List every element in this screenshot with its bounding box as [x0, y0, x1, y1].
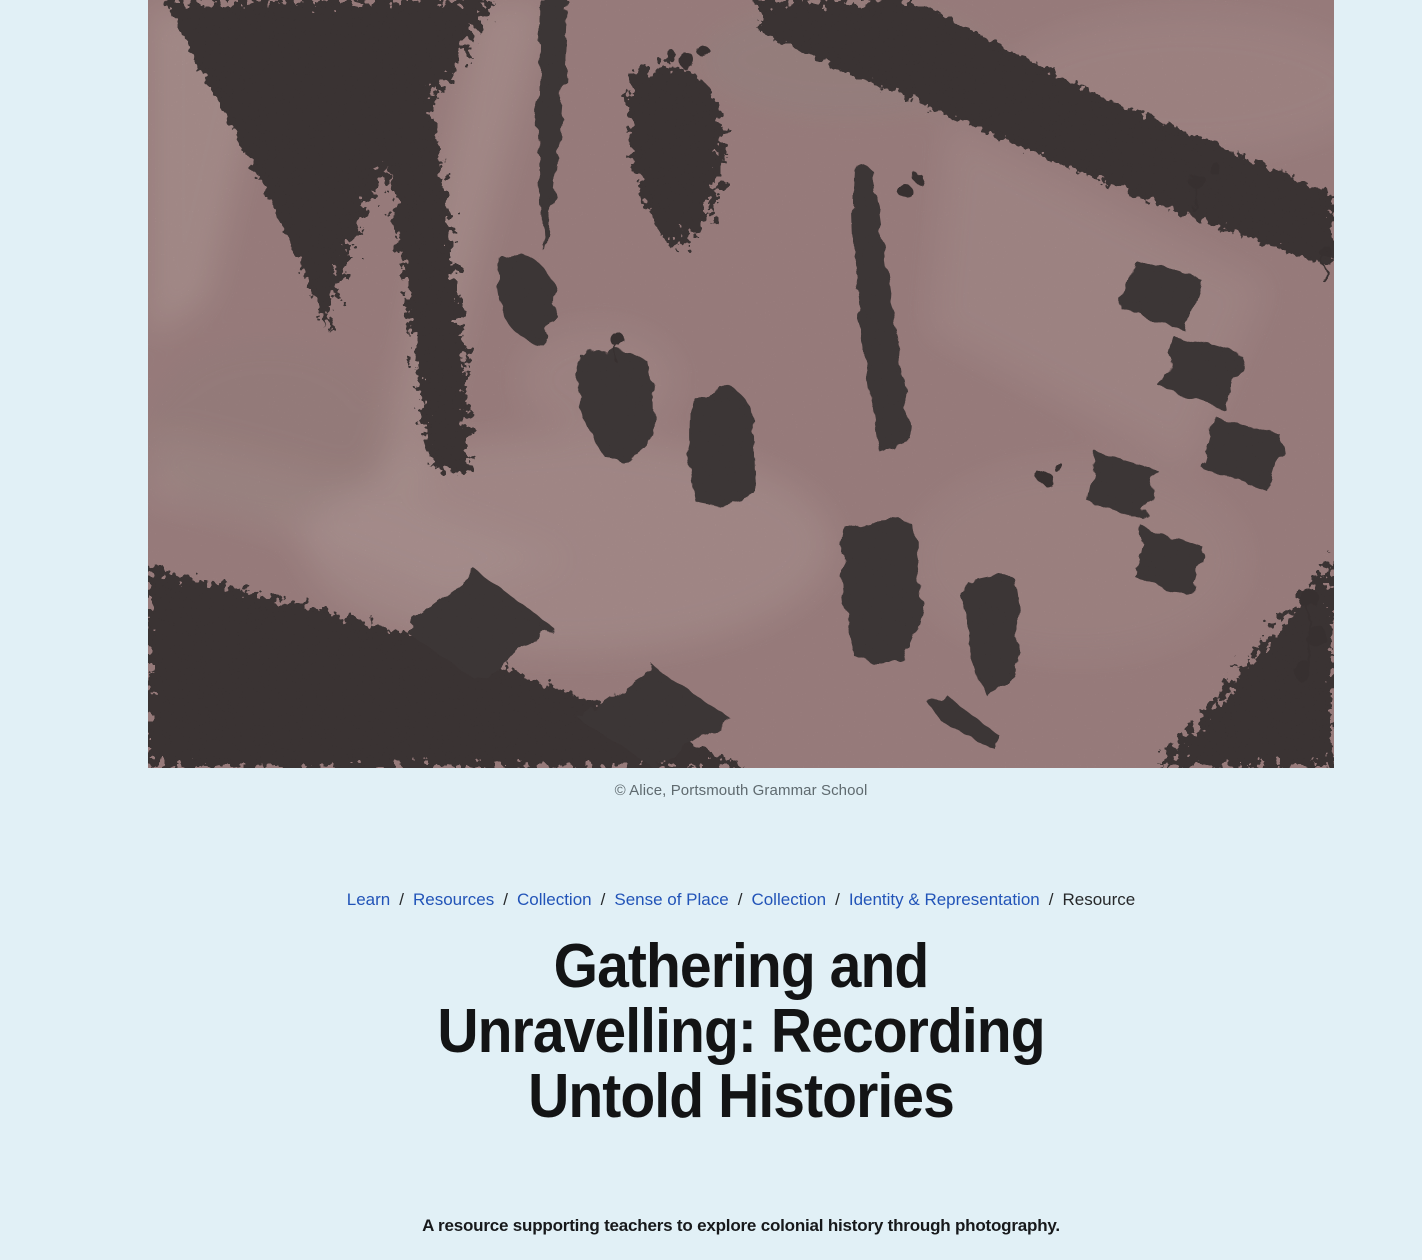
breadcrumb-link-collection-2[interactable]: Collection: [751, 890, 827, 909]
breadcrumb-separator: /: [835, 890, 840, 909]
breadcrumb-separator: /: [1048, 890, 1054, 909]
hero-caption: © Alice, Portsmouth Grammar School: [614, 782, 868, 799]
hero-figure: [148, 0, 1334, 799]
hero-image: [148, 0, 1334, 768]
breadcrumb-separator: /: [503, 890, 508, 909]
breadcrumb-link-sense-of-place[interactable]: Sense of Place: [614, 890, 729, 909]
breadcrumb-link-resources[interactable]: Resources: [412, 890, 495, 909]
page-title-line: Gathering and: [553, 932, 929, 1001]
page-title-line: Unravelling: Recording: [437, 997, 1045, 1066]
breadcrumb-link-learn[interactable]: Learn: [346, 890, 391, 909]
page-title: [195, 934, 1286, 1129]
breadcrumb-link-collection[interactable]: Collection: [516, 890, 592, 909]
hero-ruins-illustration: [148, 0, 1334, 768]
intro-text: A resource supporting teachers to explore colonial history through photography.: [422, 1216, 1060, 1235]
content-column: [148, 0, 1334, 1237]
breadcrumb-link-identity-representation[interactable]: Identity & Representation: [848, 890, 1040, 909]
breadcrumb-current-resource: Resource: [1062, 890, 1136, 909]
breadcrumb-separator: /: [737, 890, 743, 909]
breadcrumb: [148, 888, 1334, 912]
page-title-line: Untold Histories: [528, 1062, 954, 1131]
breadcrumb-separator: /: [399, 890, 404, 909]
breadcrumb-separator: /: [600, 890, 606, 909]
